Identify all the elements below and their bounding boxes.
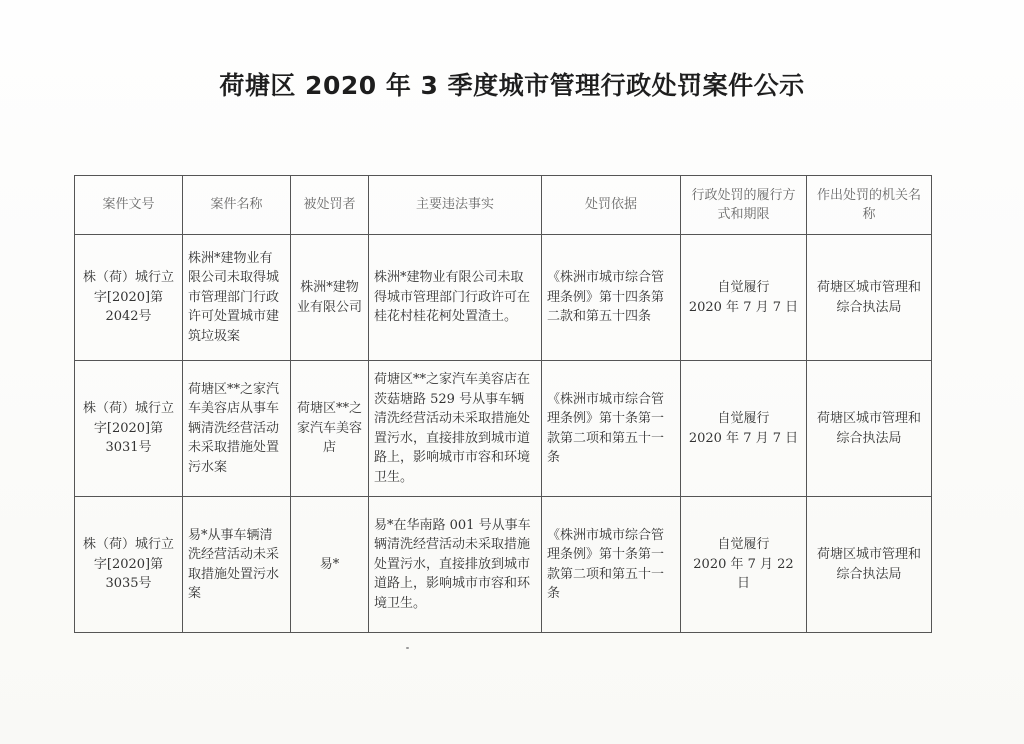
cell-case-name: 荷塘区**之家汽车美容店从事车辆清洗经营活动未采取措施处置污水案 xyxy=(183,361,291,497)
cell-facts: 荷塘区**之家汽车美容店在茨菇塘路 529 号从事车辆清洗经营活动未采取措施处置污水，直接排放到城市道路上，影响城市市容和环境卫生。 xyxy=(369,361,542,497)
cell-facts: 株洲*建物业有限公司未取得城市管理部门行政许可在桂花村桂花柯处置渣土。 xyxy=(369,235,542,361)
table-row xyxy=(75,235,932,361)
header-basis: 处罚依据 xyxy=(542,176,681,235)
cell-party: 荷塘区**之家汽车美容店 xyxy=(291,361,369,497)
cell-case-no: 株（荷）城行立字[2020]第3035号 xyxy=(75,497,183,633)
table-row xyxy=(75,497,932,633)
header-execution: 行政处罚的履行方式和期限 xyxy=(681,176,807,235)
header-authority: 作出处罚的机关名称 xyxy=(807,176,932,235)
case-table xyxy=(74,175,932,633)
cell-case-name: 易*从事车辆清洗经营活动未采取措施处置污水案 xyxy=(183,497,291,633)
cell-case-no: 株（荷）城行立字[2020]第2042号 xyxy=(75,235,183,361)
cell-facts: 易*在华南路 001 号从事车辆清洗经营活动未采取措施处置污水，直接排放到城市道路上，影响城市市容和环境卫生。 xyxy=(369,497,542,633)
header-case-no: 案件文号 xyxy=(75,176,183,235)
cell-basis: 《株洲市城市综合管理条例》第十条第一款第二项和第五十一条 xyxy=(542,361,681,497)
table-header-row xyxy=(75,176,932,235)
cell-authority: 荷塘区城市管理和综合执法局 xyxy=(807,361,932,497)
cell-party: 易* xyxy=(291,497,369,633)
table-row xyxy=(75,361,932,497)
cell-authority: 荷塘区城市管理和综合执法局 xyxy=(807,235,932,361)
cell-case-name: 株洲*建物业有限公司未取得城市管理部门行政许可处置城市建筑垃圾案 xyxy=(183,235,291,361)
cell-basis: 《株洲市城市综合管理条例》第十四条第二款和第五十四条 xyxy=(542,235,681,361)
header-party: 被处罚者 xyxy=(291,176,369,235)
header-facts: 主要违法事实 xyxy=(369,176,542,235)
cell-authority: 荷塘区城市管理和综合执法局 xyxy=(807,497,932,633)
cell-case-no: 株（荷）城行立字[2020]第3031号 xyxy=(75,361,183,497)
cell-execution: 自觉履行 2020 年 7 月 7 日 xyxy=(681,235,807,361)
cell-execution: 自觉履行 2020 年 7 月 22 日 xyxy=(681,497,807,633)
cell-party: 株洲*建物业有限公司 xyxy=(291,235,369,361)
cell-execution: 自觉履行 2020 年 7 月 7 日 xyxy=(681,361,807,497)
header-case-name: 案件名称 xyxy=(183,176,291,235)
page-title: 荷塘区 2020 年 3 季度城市管理行政处罚案件公示 xyxy=(219,71,805,100)
cell-basis: 《株洲市城市综合管理条例》第十条第一款第二项和第五十一条 xyxy=(542,497,681,633)
scan-speck xyxy=(406,647,409,649)
